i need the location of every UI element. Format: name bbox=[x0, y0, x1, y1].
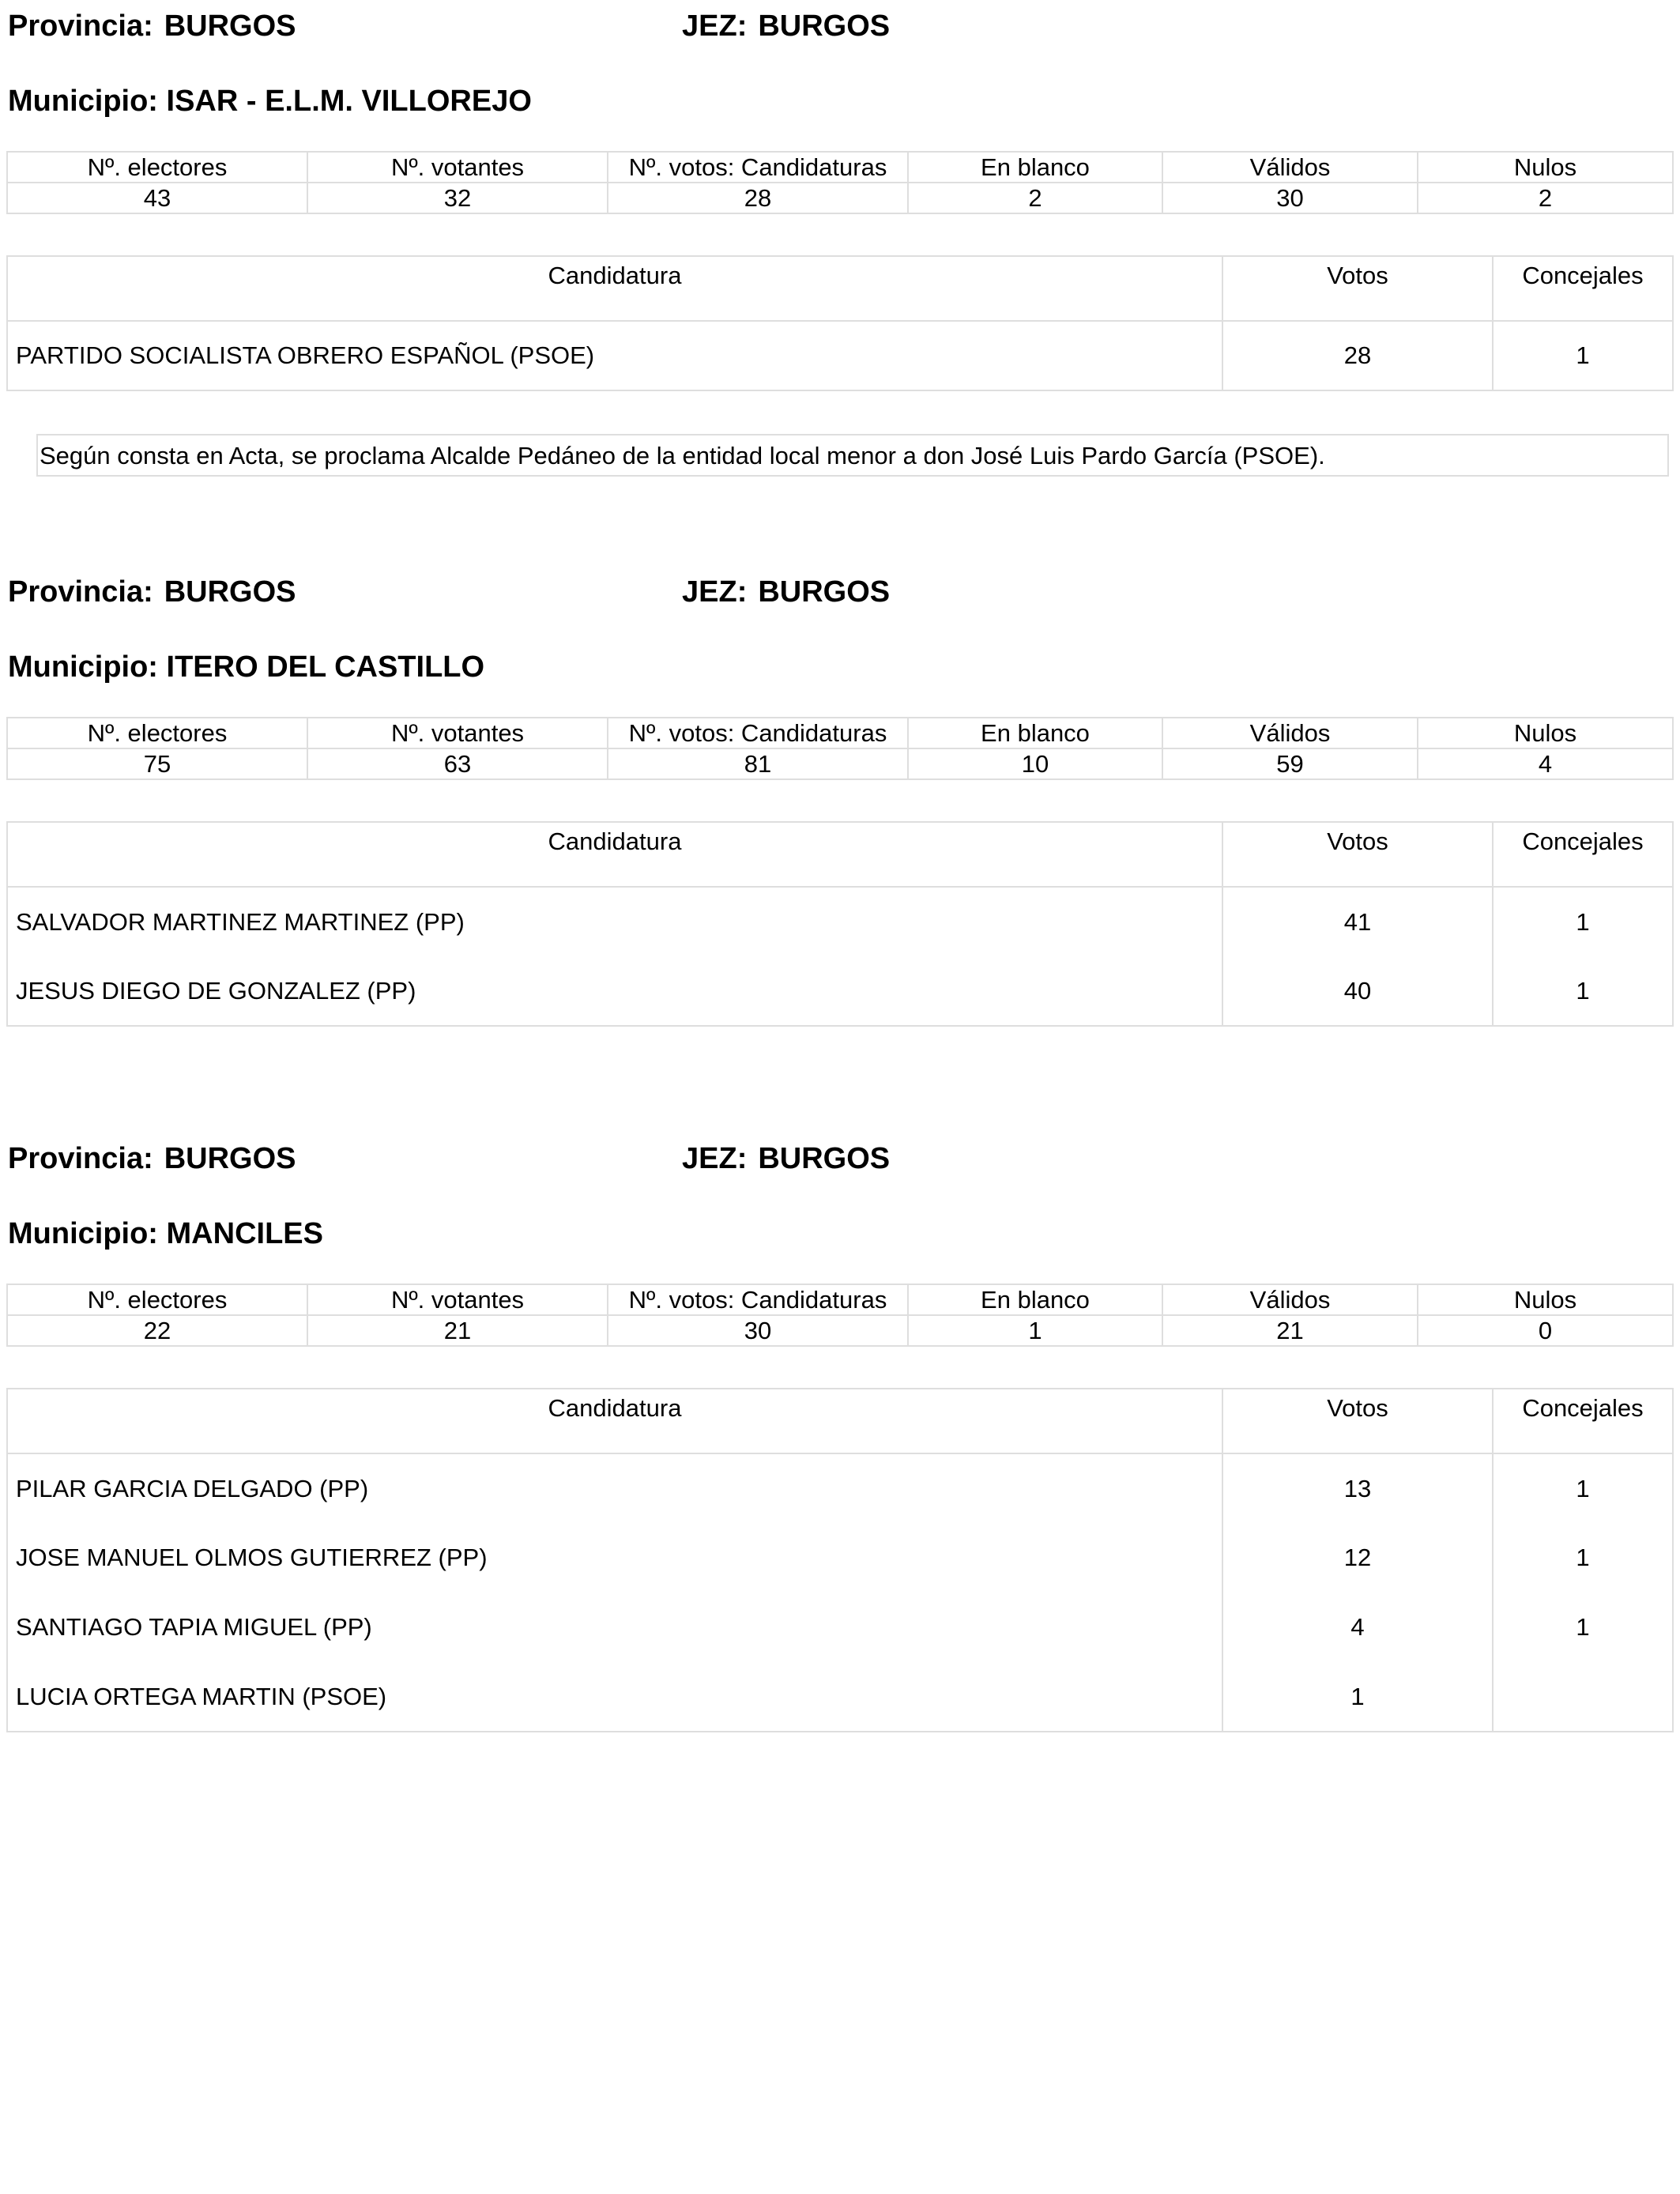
candidatura-header-row bbox=[7, 256, 1673, 321]
stats-header-cell: En blanco bbox=[908, 1284, 1162, 1315]
stats-value-cell: 0 bbox=[1418, 1315, 1673, 1346]
concejales-header: Concejales bbox=[1493, 256, 1673, 321]
jez-header: JEZ: BURGOS bbox=[682, 575, 891, 609]
stats-header-cell: Nulos bbox=[1418, 152, 1673, 183]
candidate-name: LUCIA ORTEGA MARTIN (PSOE) bbox=[7, 1662, 1222, 1732]
candidatura-header-row bbox=[7, 822, 1673, 887]
stats-header-cell: En blanco bbox=[908, 152, 1162, 183]
candidate-concejales: 1 bbox=[1493, 321, 1673, 390]
provincia-header: Provincia: BURGOS bbox=[8, 1142, 296, 1175]
votos-header: Votos bbox=[1222, 256, 1493, 321]
stats-header-cell: Nº. electores bbox=[7, 718, 307, 748]
stats-value-cell: 63 bbox=[307, 748, 608, 779]
stats-table bbox=[6, 151, 1674, 214]
stats-value-cell: 81 bbox=[608, 748, 908, 779]
candidatura-table bbox=[6, 255, 1674, 391]
stats-value-cell: 43 bbox=[7, 183, 307, 213]
stats-header-cell: Nº. votantes bbox=[307, 152, 608, 183]
candidate-name: PILAR GARCIA DELGADO (PP) bbox=[7, 1453, 1222, 1523]
stats-value-cell: 75 bbox=[7, 748, 307, 779]
stats-value-cell: 2 bbox=[1418, 183, 1673, 213]
provincia-header: Provincia: BURGOS bbox=[8, 575, 296, 609]
stats-header-cell: Válidos bbox=[1162, 152, 1418, 183]
candidate-concejales: 1 bbox=[1493, 956, 1673, 1026]
concejales-header: Concejales bbox=[1493, 822, 1673, 887]
candidate-votos: 1 bbox=[1222, 1662, 1493, 1732]
stats-header-cell: Nº. votantes bbox=[307, 1284, 608, 1315]
stats-header-row bbox=[7, 718, 1673, 748]
stats-value-row bbox=[7, 183, 1673, 213]
municipio-header: Municipio: ISAR - E.L.M. VILLOREJO bbox=[8, 85, 532, 118]
votos-header: Votos bbox=[1222, 1389, 1493, 1453]
stats-value-cell: 30 bbox=[608, 1315, 908, 1346]
stats-header-cell: Nº. votos: Candidaturas bbox=[608, 152, 908, 183]
candidatura-table bbox=[6, 821, 1674, 1027]
table-row bbox=[7, 1453, 1673, 1523]
candidate-votos: 4 bbox=[1222, 1593, 1493, 1662]
stats-header-cell: Nº. electores bbox=[7, 152, 307, 183]
table-row bbox=[7, 1523, 1673, 1593]
candidatura-header: Candidatura bbox=[7, 256, 1222, 321]
candidate-concejales bbox=[1493, 1662, 1673, 1732]
proclamation-note: Según consta en Acta, se proclama Alcalde Pedáneo de la entidad local menor a don José Luis Pardo García (PSOE). bbox=[36, 434, 1669, 477]
candidate-name: JOSE MANUEL OLMOS GUTIERREZ (PP) bbox=[7, 1523, 1222, 1593]
stats-value-cell: 4 bbox=[1418, 748, 1673, 779]
candidate-name: SANTIAGO TAPIA MIGUEL (PP) bbox=[7, 1593, 1222, 1662]
stats-header-cell: Nº. votos: Candidaturas bbox=[608, 1284, 908, 1315]
stats-header-cell: Nulos bbox=[1418, 1284, 1673, 1315]
candidate-votos: 40 bbox=[1222, 956, 1493, 1026]
table-row bbox=[7, 956, 1673, 1026]
stats-header-cell: Válidos bbox=[1162, 718, 1418, 748]
stats-value-cell: 21 bbox=[307, 1315, 608, 1346]
concejales-header: Concejales bbox=[1493, 1389, 1673, 1453]
stats-table bbox=[6, 1284, 1674, 1347]
stats-value-row bbox=[7, 1315, 1673, 1346]
stats-value-cell: 30 bbox=[1162, 183, 1418, 213]
jez-header: JEZ: BURGOS bbox=[682, 1142, 891, 1175]
candidatura-header: Candidatura bbox=[7, 1389, 1222, 1453]
candidate-concejales: 1 bbox=[1493, 887, 1673, 956]
stats-header-cell: Nº. electores bbox=[7, 1284, 307, 1315]
candidate-name: PARTIDO SOCIALISTA OBRERO ESPAÑOL (PSOE) bbox=[7, 321, 1222, 390]
stats-header-cell: En blanco bbox=[908, 718, 1162, 748]
stats-value-row bbox=[7, 748, 1673, 779]
stats-value-cell: 10 bbox=[908, 748, 1162, 779]
stats-value-cell: 1 bbox=[908, 1315, 1162, 1346]
candidatura-header: Candidatura bbox=[7, 822, 1222, 887]
candidate-votos: 13 bbox=[1222, 1453, 1493, 1523]
stats-header-cell: Nº. votos: Candidaturas bbox=[608, 718, 908, 748]
candidate-concejales: 1 bbox=[1493, 1453, 1673, 1523]
municipio-header: Municipio: ITERO DEL CASTILLO bbox=[8, 650, 485, 684]
candidate-votos: 41 bbox=[1222, 887, 1493, 956]
stats-value-cell: 22 bbox=[7, 1315, 307, 1346]
candidate-concejales: 1 bbox=[1493, 1593, 1673, 1662]
candidate-name: SALVADOR MARTINEZ MARTINEZ (PP) bbox=[7, 887, 1222, 956]
stats-value-cell: 59 bbox=[1162, 748, 1418, 779]
stats-value-cell: 21 bbox=[1162, 1315, 1418, 1346]
stats-value-cell: 2 bbox=[908, 183, 1162, 213]
candidatura-table bbox=[6, 1388, 1674, 1732]
stats-header-row bbox=[7, 1284, 1673, 1315]
candidate-name: JESUS DIEGO DE GONZALEZ (PP) bbox=[7, 956, 1222, 1026]
provincia-header: Provincia: BURGOS bbox=[8, 9, 296, 43]
table-row bbox=[7, 1593, 1673, 1662]
candidate-concejales: 1 bbox=[1493, 1523, 1673, 1593]
table-row bbox=[7, 1662, 1673, 1732]
stats-header-cell: Nº. votantes bbox=[307, 718, 608, 748]
table-row bbox=[7, 321, 1673, 390]
stats-value-cell: 28 bbox=[608, 183, 908, 213]
stats-header-cell: Nulos bbox=[1418, 718, 1673, 748]
candidate-votos: 12 bbox=[1222, 1523, 1493, 1593]
candidate-votos: 28 bbox=[1222, 321, 1493, 390]
municipio-header: Municipio: MANCILES bbox=[8, 1217, 323, 1250]
votos-header: Votos bbox=[1222, 822, 1493, 887]
stats-header-cell: Válidos bbox=[1162, 1284, 1418, 1315]
stats-header-row bbox=[7, 152, 1673, 183]
table-row bbox=[7, 887, 1673, 956]
jez-header: JEZ: BURGOS bbox=[682, 9, 891, 43]
stats-table bbox=[6, 717, 1674, 780]
candidatura-header-row bbox=[7, 1389, 1673, 1453]
stats-value-cell: 32 bbox=[307, 183, 608, 213]
